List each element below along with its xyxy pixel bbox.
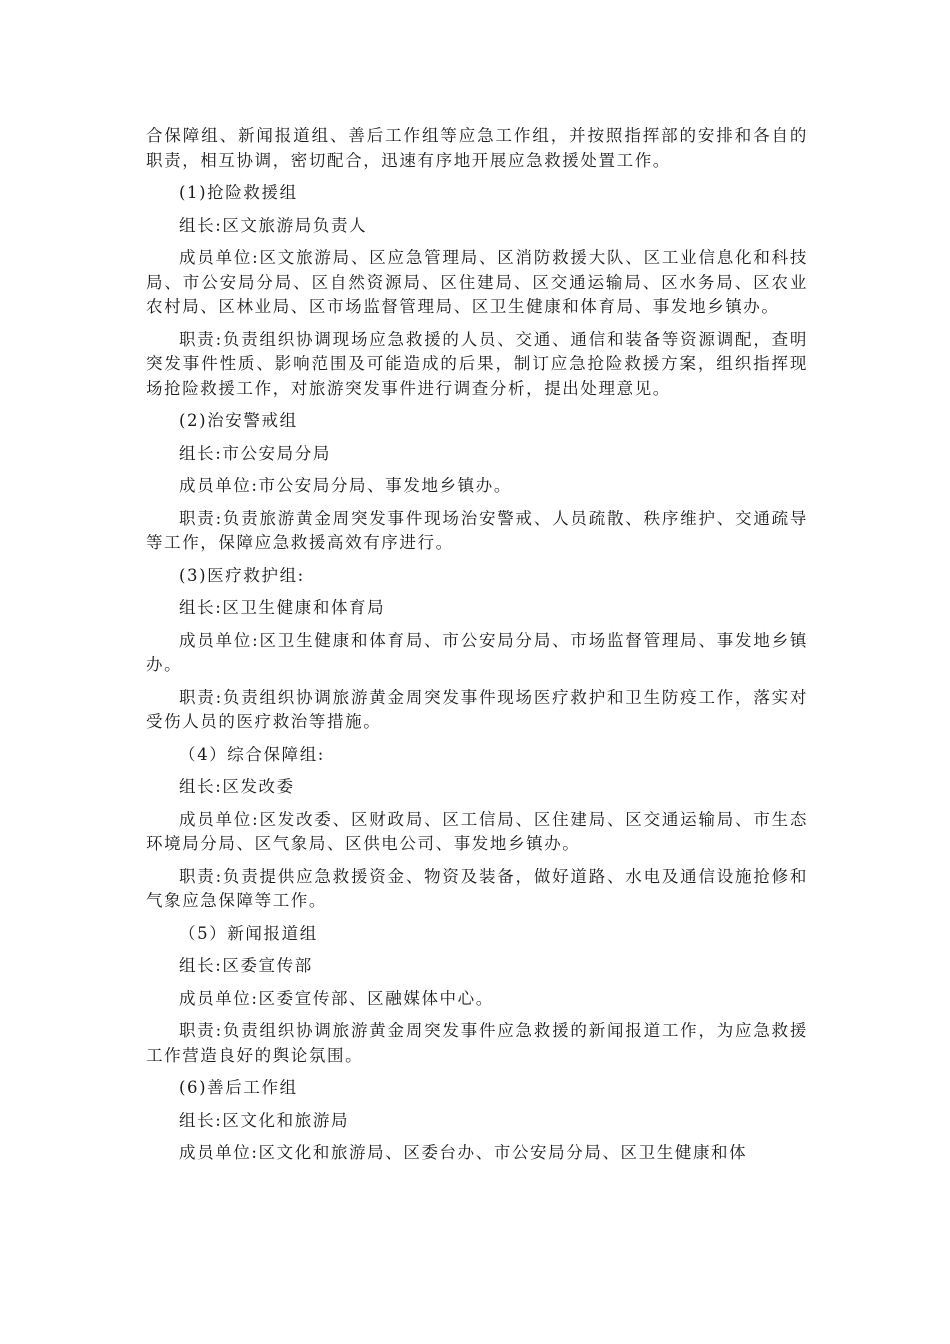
news-members: 成员单位:区委宣传部、区融媒体中心。: [179, 988, 494, 1008]
section-heading-support: （4）综合保障组:: [179, 744, 325, 764]
rescue-leader: 组长:区文旅游局负责人: [179, 215, 368, 235]
medical-duties: 职责:负责组织协调旅游黄金周突发事件现场医疗救护和卫生防疫工作，落实对受伤人员的医疗救治等措施。: [146, 687, 808, 731]
security-leader: 组长:市公安局分局: [179, 443, 331, 463]
section-heading-security: (2)治安警戒组: [179, 411, 298, 430]
section-heading-rescue: (1)抢险救援组: [179, 183, 298, 202]
news-duties: 职责:负责组织协调旅游黄金周突发事件应急救援的新闻报道工作，为应急救援工作营造良好的舆论氛围。: [146, 1021, 808, 1065]
medical-leader: 组长:区卫生健康和体育局: [179, 598, 386, 617]
news-leader: 组长:区委宣传部: [179, 956, 313, 975]
support-leader: 组长:区发改委: [179, 777, 295, 796]
rescue-duties: 职责:负责组织协调现场应急救援的人员、交通、通信和装备等资源调配，查明突发事件性质、影响范围及可能造成的后果，制订应急抢险救援方案，组织指挥现场抢险救援工作，对旅游突发事件进行调查分析，提出处理意见。: [146, 329, 808, 398]
aftermath-members: 成员单位:区文化和旅游局、区委台办、市公安局分局、区卫生健康和体: [179, 1143, 748, 1162]
security-duties: 职责:负责旅游黄金周突发事件现场治安警戒、人员疏散、秩序维护、交通疏导等工作，保障应急救援高效有序进行。: [146, 508, 808, 552]
paragraph-continuation: 合保障组、新闻报道组、善后工作组等应急工作组，并按照指挥部的安排和各自的职责，相互协调，密切配合，迅速有序地开展应急救援处置工作。: [146, 126, 808, 170]
document-page: [146, 124, 808, 1174]
rescue-members: 成员单位:区文旅游局、区应急管理局、区消防救援大队、区工业信息化和科技局、市公安局分局、区自然资源局、区住建局、区交通运输局、区水务局、区农业农村局、区林业局、区市场监督管理局、区卫生健康和体育局、事发地乡镇办。: [146, 248, 808, 316]
section-heading-news: （5）新闻报道组: [179, 923, 318, 943]
support-members: 成员单位:区发改委、区财政局、区工信局、区住建局、区交通运输局、市生态环境局分局、区气象局、区供电公司、事发地乡镇办。: [146, 809, 808, 853]
aftermath-leader: 组长:区文化和旅游局: [179, 1110, 350, 1130]
support-duties: 职责:负责提供应急救援资金、物资及装备，做好道路、水电及通信设施抢修和气象应急保障等工作。: [146, 866, 808, 910]
security-members: 成员单位:市公安局分局、事发地乡镇办。: [179, 476, 512, 495]
section-heading-aftermath: (6)善后工作组: [179, 1078, 298, 1097]
section-heading-medical: (3)医疗救护组:: [179, 565, 305, 585]
medical-members: 成员单位:区卫生健康和体育局、市公安局分局、市场监督管理局、事发地乡镇办。: [146, 630, 808, 674]
